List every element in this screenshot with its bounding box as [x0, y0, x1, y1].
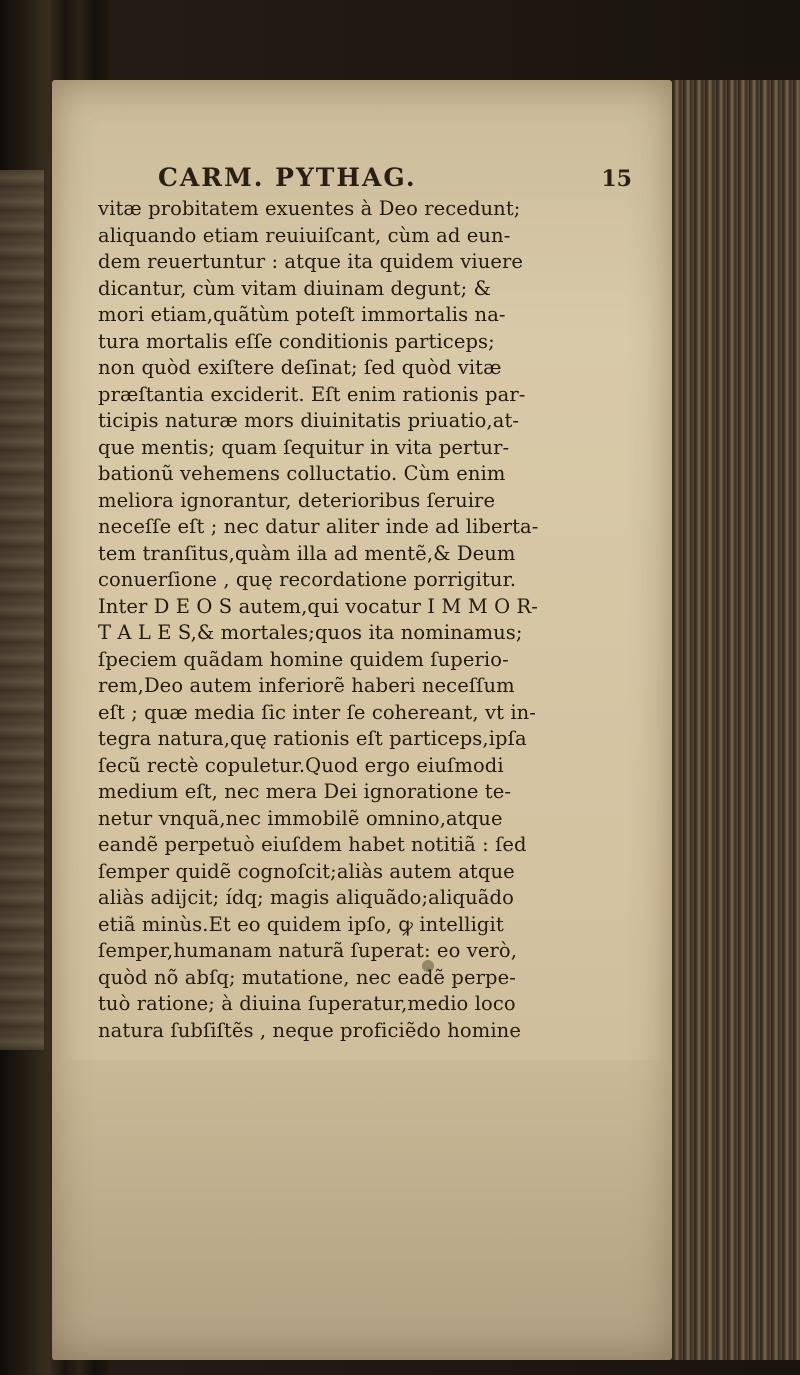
text-line: tuò ratione; à diuina ſuperatur,medio loco	[98, 992, 516, 1015]
book-edge-right	[672, 80, 800, 1360]
text-line: bationũ vehemens colluctatio. Cùm enim	[98, 462, 506, 485]
text-line: que mentis; quam ſequitur in vita pertur-	[98, 435, 510, 459]
text-line: tegra natura,quę rationis eſt particeps,ipſa	[98, 727, 527, 750]
text-line: T A L E S,& mortales;quos ita nominamus;	[98, 621, 523, 644]
text-line: dicantur, cùm vitam diuinam degunt; &	[98, 276, 492, 300]
text-line: ſemper,humanam naturã ſuperat: eo verò,	[98, 939, 518, 962]
text-line: tem tranſitus,quàm illa ad mentẽ,& Deum	[98, 541, 516, 565]
text-line: ſpeciem quãdam homine quidem ſuperio-	[98, 647, 509, 671]
text-line: etiã minùs.Et eo quidem ipſo, ꝙ intelligit	[98, 912, 504, 936]
text-line: ſecũ rectè copuletur.Quod ergo eiuſmodi	[98, 753, 504, 777]
text-line: medium eſt, nec mera Dei ignoratione te-	[98, 780, 512, 803]
text-line: neceſſe eſt ; nec datur aliter inde ad liberta-	[98, 515, 539, 538]
text-line: dem reuertuntur : atque ita quidem viuere	[98, 250, 524, 273]
text-line: ſemper quidẽ cognoſcit;aliàs autem atque	[98, 859, 515, 883]
text-line: vitæ probitatem exuentes à Deo recedunt;	[98, 197, 521, 220]
previous-page-edge	[0, 170, 44, 1050]
text-line: non quòd exiſtere deſinat; ſed quòd vitæ	[98, 356, 502, 379]
text-line: præſtantia exciderit. Eſt enim rationis par-	[98, 382, 526, 406]
text-line: aliàs adijcit; ídq; magis aliquãdo;aliquãdo	[98, 886, 514, 909]
page-bottom-shading	[52, 1060, 672, 1360]
text-line: eſt ; quæ media ſic inter ſe cohereant, vt in-	[98, 700, 536, 724]
text-line: aliquando etiam reuiuiſcant, cùm ad eun-	[98, 223, 511, 247]
text-line: mori etiam,quãtùm poteſt immortalis na-	[98, 303, 506, 326]
text-line: natura ſubſiſtẽs , neque proficiẽdo homine	[98, 1018, 521, 1042]
text-line: Inter D E O S autem,qui vocatur I M M O R-	[98, 594, 538, 618]
text-line: meliora ignorantur, deterioribus ſeruire	[98, 488, 496, 512]
text-line: netur vnquã,nec immobilẽ omnino,atque	[98, 806, 503, 830]
running-head: CARM. PYTHAG.	[158, 163, 417, 192]
text-line: rem,Deo autem inferiorẽ haberi neceſſum	[98, 674, 515, 697]
text-line: conuerſione , quę recordatione porrigitur.	[98, 568, 517, 591]
text-line: ticipis naturæ mors diuinitatis priuatio,at-	[98, 409, 520, 432]
text-line: tura mortalis eſſe conditionis particeps;	[98, 329, 495, 353]
text-line: eandẽ perpetuò eiuſdem habet notitiã : ſed	[98, 833, 527, 856]
body-text	[98, 196, 658, 1044]
page-number: 15	[601, 166, 632, 192]
text-line: quòd nõ abſq; mutatione, nec eadẽ perpe-	[98, 965, 516, 989]
